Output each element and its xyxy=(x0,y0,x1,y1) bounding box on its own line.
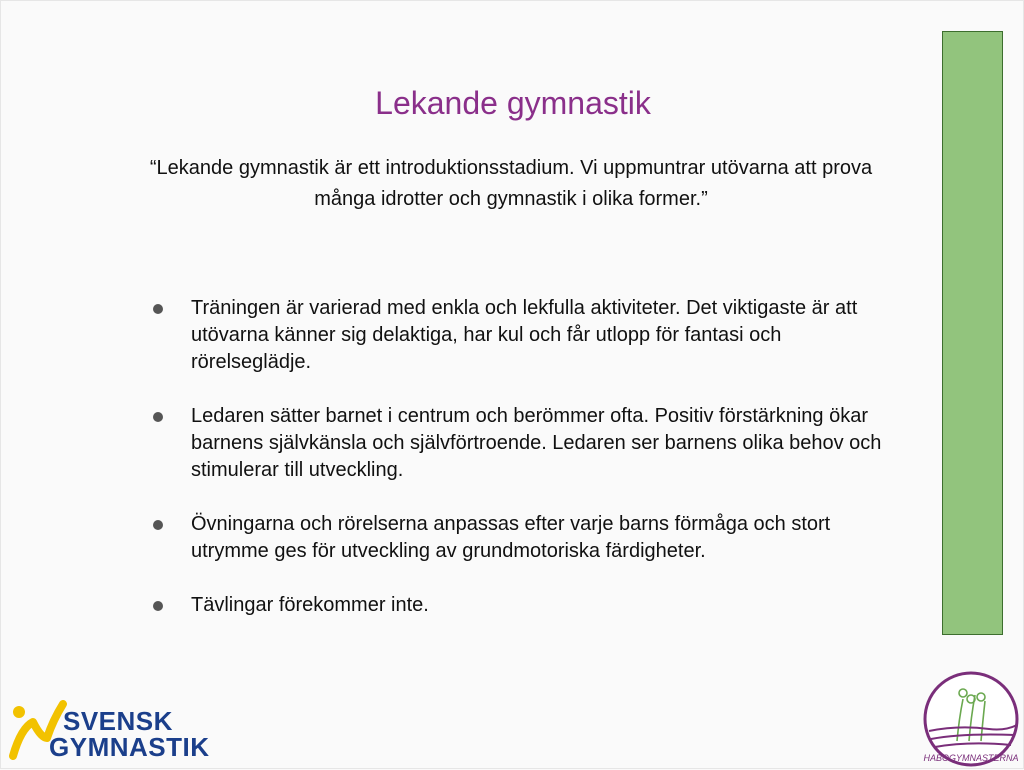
slide-title: Lekande gymnastik xyxy=(375,85,651,121)
bullet-item xyxy=(151,592,891,619)
bullet-text: Tävlingar förekommer inte. xyxy=(191,594,429,616)
bullet-list xyxy=(151,295,891,646)
bullet-text: Träningen är varierad med enkla och lekfulla aktiviteter. Det viktigaste är att utövarna känner sig delaktiga, har kul och får utlopp för fantasi och rörelseglädje. xyxy=(191,297,858,373)
bullet-item xyxy=(151,295,891,376)
bullet-dot-icon xyxy=(153,520,163,530)
bullet-dot-icon xyxy=(153,412,163,422)
green-side-bar xyxy=(942,31,1003,635)
logo-text-habogymnasterna: HABOGYMNASTERNA xyxy=(923,753,1019,763)
logo-text-gymnastik: GYMNASTIK xyxy=(49,732,210,762)
logo-text-svensk: SVENSK xyxy=(63,706,173,736)
intro-quote: “Lekande gymnastik är ett introduktionsstadium. Vi uppmuntrar utövarna att prova många idrotter och gymnastik i olika former.” xyxy=(149,157,873,210)
svensk-gymnastik-logo xyxy=(7,698,210,764)
bullet-text: Övningarna och rörelserna anpassas efter varje barns förmåga och stort utrymme ges för utveckling av grundmotoriska färdigheter. xyxy=(191,513,831,562)
bullet-dot-icon xyxy=(153,601,163,611)
bullet-item xyxy=(151,511,891,565)
bullet-text: Ledaren sätter barnet i centrum och berömmer ofta. Positiv förstärkning ökar barnens självkänsla och självförtroende. Ledaren ser barnens olika behov och stimulerar till utveckling. xyxy=(191,405,882,481)
habogymnasterna-logo xyxy=(919,669,1024,770)
bullet-dot-icon xyxy=(153,304,163,314)
bullet-item xyxy=(151,403,891,484)
